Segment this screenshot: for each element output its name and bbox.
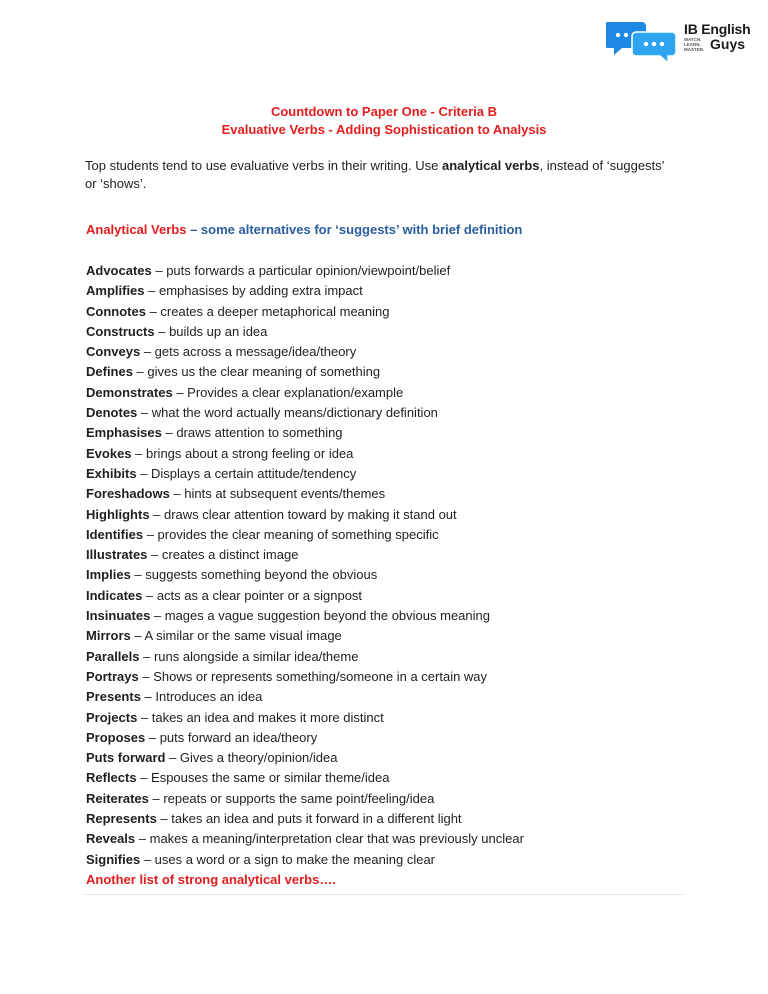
verb-item (86, 343, 524, 363)
verb-term: Implies (86, 567, 131, 583)
verb-definition: – puts forwards a particular opinion/viewpoint/belief (151, 263, 451, 278)
verb-term: Connotes (86, 303, 146, 319)
verb-term: Represents (86, 811, 157, 827)
verb-definition: – provides the clear meaning of something specific (143, 526, 439, 542)
verb-definition: – acts as a clear pointer or a signpost (142, 587, 363, 603)
verb-list (86, 262, 524, 871)
verb-term: Highlights (86, 506, 150, 522)
verb-definition: – runs alongside a similar idea/theme (139, 648, 359, 664)
verb-definition: – takes an idea and puts it forward in a different light (156, 811, 462, 827)
verb-definition: – creates a deeper metaphorical meaning (145, 303, 390, 319)
verb-term: Foreshadows (86, 486, 170, 502)
logo-tagline: WATCH. LEARN. MASTER. (684, 37, 705, 52)
verb-term: Reiterates (86, 790, 149, 806)
section-heading-blue: – some alternatives for ‘suggests’ with brief definition (186, 222, 523, 237)
verb-definition: – puts forward an idea/theory (145, 729, 318, 745)
section-heading-red: Analytical Verbs (86, 222, 187, 237)
logo-brand-line1: IB English (684, 21, 751, 37)
verb-definition: – makes a meaning/interpretation clear that was previously unclear (135, 831, 524, 847)
verb-term: Illustrates (86, 547, 148, 563)
verb-term: Denotes (86, 405, 138, 421)
verb-item (86, 404, 524, 424)
page-title-line1: Countdown to Paper One - Criteria B (270, 104, 498, 119)
verb-item (86, 424, 524, 444)
verb-item (86, 485, 524, 505)
verb-item (86, 363, 524, 383)
verb-definition: – uses a word or a sign to make the meaning clear (140, 851, 436, 867)
verb-definition: – Gives a theory/opinion/idea (165, 750, 338, 766)
verb-term: Portrays (86, 668, 139, 684)
verb-definition: – gives us the clear meaning of something (132, 364, 381, 380)
verb-term: Exhibits (86, 465, 137, 481)
verb-item (86, 769, 524, 789)
verb-term: Presents (86, 689, 141, 705)
intro-paragraph (85, 157, 665, 193)
intro-text-before: Top students tend to use evaluative verbs in their writing. Use (85, 158, 442, 173)
verb-definition: – gets across a message/idea/theory (140, 344, 357, 360)
verb-item (86, 445, 524, 465)
verb-term: Emphasises (86, 425, 162, 441)
verb-item (86, 830, 524, 850)
verb-definition: – Shows or represents something/someone in a certain way (138, 668, 488, 684)
verb-item (86, 282, 524, 302)
verb-definition: – brings about a strong feeling or idea (131, 445, 354, 461)
verb-item (86, 526, 524, 546)
verb-term: Signifies (86, 851, 141, 867)
verb-term: Projects (86, 709, 138, 725)
verb-definition: – takes an idea and makes it more distinct (137, 709, 384, 725)
verb-term: Conveys (86, 344, 141, 360)
verb-item (86, 668, 524, 688)
verb-item (86, 323, 524, 343)
verb-definition: – Espouses the same or similar theme/idea (136, 770, 390, 786)
verb-item (86, 810, 524, 830)
ib-english-guys-logo (606, 18, 756, 64)
verb-definition: – hints at subsequent events/themes (169, 486, 386, 502)
verb-item (86, 566, 524, 586)
verb-term: Advocates (86, 263, 152, 278)
verb-item (86, 790, 524, 810)
verb-term: Parallels (86, 648, 140, 664)
verb-term: Demonstrates (86, 384, 173, 400)
verb-term: Mirrors (86, 628, 131, 644)
verb-definition: – draws attention to something (161, 425, 343, 441)
verb-definition: – suggests something beyond the obvious (130, 567, 378, 583)
verb-term: Proposes (86, 729, 146, 745)
verb-item (86, 851, 524, 871)
verb-definition: – repeats or supports the same point/feeling/idea (148, 790, 435, 806)
verb-definition: – emphasises by adding extra impact (144, 283, 363, 299)
verb-item (86, 384, 524, 404)
verb-item (86, 709, 524, 729)
verb-item (86, 688, 524, 708)
verb-item (86, 648, 524, 668)
verb-item (86, 749, 524, 769)
verb-item (86, 506, 524, 526)
verb-definition: – Displays a certain attitude/tendency (136, 465, 357, 481)
verb-term: Constructs (86, 323, 155, 339)
verb-item (86, 729, 524, 749)
verb-item (86, 262, 524, 282)
verb-term: Identifies (86, 526, 144, 542)
verb-definition: – Introduces an idea (140, 689, 263, 705)
intro-text-after: , instead of ‘suggests’ or ‘shows’. (85, 158, 665, 191)
verb-definition: – mages a vague suggestion beyond the obvious meaning (150, 608, 490, 624)
another-list-link[interactable]: Another list of strong analytical verbs…. (86, 872, 336, 887)
verb-term: Defines (86, 364, 133, 380)
verb-item (86, 627, 524, 647)
chat-bubbles-icon (606, 18, 682, 64)
divider (84, 894, 684, 895)
verb-term: Insinuates (86, 608, 151, 624)
verb-term: Indicates (86, 587, 143, 603)
logo-brand-line2: Guys (710, 36, 746, 52)
verb-item (86, 587, 524, 607)
verb-definition: – builds up an idea (154, 323, 268, 339)
verb-term: Amplifies (86, 283, 145, 299)
section-heading (86, 222, 522, 237)
verb-definition: – A similar or the same visual image (130, 628, 342, 644)
verb-item (86, 465, 524, 485)
verb-term: Evokes (86, 445, 132, 461)
verb-item (86, 303, 524, 323)
verb-definition: – draws clear attention toward by making it stand out (149, 506, 457, 522)
page-title-line2: Evaluative Verbs - Adding Sophistication to Analysis (221, 122, 547, 137)
verb-definition: – Provides a clear explanation/example (172, 384, 404, 400)
verb-item (86, 546, 524, 566)
verb-item (86, 607, 524, 627)
verb-definition: – what the word actually means/dictionary definition (137, 405, 438, 421)
verb-term: Puts forward (86, 750, 166, 766)
verb-definition: – creates a distinct image (147, 547, 299, 563)
verb-term: Reflects (86, 770, 137, 786)
verb-term: Reveals (86, 831, 136, 847)
intro-bold-text: analytical verbs (441, 158, 540, 173)
